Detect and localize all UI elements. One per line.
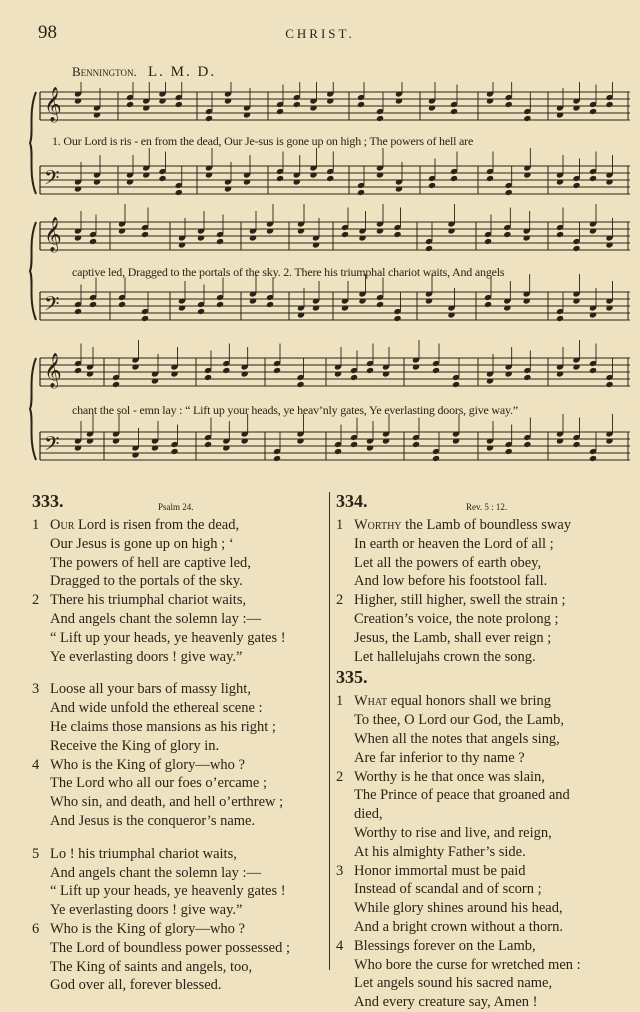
line-text: Who is the King of glory—who ? xyxy=(50,920,245,937)
verse xyxy=(336,937,636,1012)
line-text: The Lord who all our foes o’ercame ; xyxy=(50,775,268,792)
verse-line xyxy=(32,864,324,883)
running-title: CHRIST. xyxy=(285,26,355,41)
verse xyxy=(32,516,324,591)
verse-number: 3 xyxy=(32,681,40,698)
hymn-number: 334. xyxy=(336,491,368,511)
first-word: Our xyxy=(50,517,75,533)
line-text: Worthy to rise and live, and reign, xyxy=(354,824,552,841)
verse xyxy=(32,756,324,831)
verse-line xyxy=(336,749,636,768)
line-text: And Jesus is the conqueror’s name. xyxy=(50,812,256,829)
verse-line xyxy=(32,629,324,648)
lyric-line-1: 1. Our Lord is ris - en from the dead, Our Je-sus is gone up on high ; The powers of hell are xyxy=(52,134,474,148)
verse-line xyxy=(336,843,636,862)
line-text: equal honors shall we bring xyxy=(387,693,552,710)
verse-line xyxy=(32,958,324,977)
verse-line xyxy=(32,882,324,901)
line-text: Let angels sound his sacred name, xyxy=(354,975,553,992)
svg-text:𝄢: 𝄢 xyxy=(44,292,60,320)
hymn-number: 335. xyxy=(336,667,368,688)
lyric-line-2: captive led, Dragged to the portals of the sky. 2. There his triumphal chariot waits, And angels xyxy=(72,265,505,279)
line-text: And wide unfold the ethereal scene : xyxy=(50,700,263,717)
verse xyxy=(32,680,324,755)
line-text: And every creature say, Amen ! xyxy=(354,994,538,1011)
verse-number: 6 xyxy=(32,920,40,937)
verse-line xyxy=(32,939,324,958)
verse-line xyxy=(32,699,324,718)
verse-line xyxy=(336,974,636,993)
line-text: He claims those mansions as his right ; xyxy=(50,718,276,735)
verse-line xyxy=(336,711,636,730)
verse-line xyxy=(32,591,324,610)
verse-line xyxy=(336,554,636,573)
line-text: Lo ! his triumphal chariot waits, xyxy=(50,845,237,862)
line-text: Who bore the curse for wretched men : xyxy=(354,956,581,973)
line-text: Who is the King of glory—who ? xyxy=(50,756,245,773)
line-text: Lord is risen from the dead, xyxy=(74,517,240,533)
verse-line xyxy=(336,516,636,535)
verse xyxy=(336,591,636,666)
verse-line xyxy=(32,737,324,756)
line-text: To thee, O Lord our God, the Lamb, xyxy=(354,712,564,729)
line-text: When all the notes that angels sing, xyxy=(354,730,560,747)
tune-name: Bennington. xyxy=(72,64,137,79)
verse-number: 2 xyxy=(336,768,344,785)
verse-line xyxy=(336,993,636,1012)
hymn-number: 333. xyxy=(32,491,64,511)
tune-meter: L. M. D. xyxy=(148,64,217,80)
verse-line xyxy=(336,730,636,749)
verse xyxy=(336,692,636,767)
verse-number: 3 xyxy=(336,862,344,879)
svg-text:𝄢: 𝄢 xyxy=(44,166,60,194)
verse-line xyxy=(32,845,324,864)
scripture-reference: Rev. 5 : 12. xyxy=(466,502,508,512)
hymn-333 xyxy=(32,491,324,995)
verse-line xyxy=(32,648,324,667)
verse-line xyxy=(336,824,636,843)
verse-line xyxy=(336,768,636,787)
line-text: Creation’s voice, the note prolong ; xyxy=(354,610,559,627)
verse-line xyxy=(336,591,636,610)
verse-line xyxy=(336,862,636,881)
verse xyxy=(336,516,636,591)
verse-number: 2 xyxy=(336,592,344,609)
verse-line xyxy=(336,535,636,554)
line-text: And angels chant the solemn lay :— xyxy=(50,610,262,627)
verse xyxy=(32,591,324,666)
verse-line xyxy=(336,937,636,956)
verse-number: 5 xyxy=(32,845,40,862)
lyric-line-3: chant the sol - emn lay : “ Lift up your heads, ye heav’nly gates, Ye everlasting doors, give way.” xyxy=(72,403,518,417)
verse-line xyxy=(336,610,636,629)
line-text: “ Lift up your heads, ye heavenly gates ! xyxy=(50,883,286,900)
verse-number: 1 xyxy=(336,693,344,710)
verse-number: 1 xyxy=(32,517,40,533)
verse-line xyxy=(32,610,324,629)
line-text: While glory shines around his head, xyxy=(354,900,563,917)
line-text: died, xyxy=(354,806,383,823)
verse-line xyxy=(336,572,636,591)
first-word: Worthy xyxy=(354,517,402,533)
verse xyxy=(32,920,324,995)
line-text: And a bright crown without a thorn. xyxy=(354,918,564,935)
verse-number: 4 xyxy=(32,756,40,773)
page-header xyxy=(0,22,640,48)
verse-line xyxy=(32,774,324,793)
first-word: What xyxy=(354,693,388,710)
verse xyxy=(336,768,636,862)
verse-line xyxy=(336,956,636,975)
svg-text:𝄞: 𝄞 xyxy=(44,87,62,122)
line-text: God over all, forever blessed. xyxy=(50,977,222,994)
verse-line xyxy=(336,899,636,918)
verse-line xyxy=(336,880,636,899)
line-text: the Lamb of boundless sway xyxy=(401,517,572,533)
line-text: Dragged to the portals of the sky. xyxy=(50,573,243,590)
line-text: Worthy is he that once was slain, xyxy=(354,768,545,785)
verse-line xyxy=(32,901,324,920)
verse-number: 1 xyxy=(336,517,344,533)
verse-line xyxy=(32,793,324,812)
line-text: Ye everlasting doors ! give way.” xyxy=(50,648,243,665)
line-text: “ Lift up your heads, ye heavenly gates ! xyxy=(50,629,286,646)
line-text: The powers of hell are captive led, xyxy=(50,554,251,571)
line-text: Jesus, the Lamb, shall ever reign ; xyxy=(354,629,552,646)
svg-text:𝄞: 𝄞 xyxy=(44,353,62,388)
line-text: The Prince of peace that groaned and xyxy=(354,787,570,804)
verse-line xyxy=(336,918,636,937)
verse-number: 4 xyxy=(336,937,344,954)
line-text: And angels chant the solemn lay :— xyxy=(50,864,262,881)
verse-line xyxy=(336,786,636,805)
line-text: In earth or heaven the Lord of all ; xyxy=(354,535,554,552)
verse xyxy=(336,862,636,937)
verse-line xyxy=(32,516,324,535)
line-text: Are far inferior to thy name ? xyxy=(354,749,525,766)
line-text: Instead of scandal and of scorn ; xyxy=(354,881,542,898)
verse-line xyxy=(32,756,324,775)
line-text: Honor immortal must be paid xyxy=(354,862,526,879)
line-text: Receive the King of glory in. xyxy=(50,737,220,754)
verse-line xyxy=(336,648,636,667)
verse-line xyxy=(32,554,324,573)
line-text: And low before his footstool fall. xyxy=(354,573,548,590)
verse-line xyxy=(32,572,324,591)
line-text: Ye everlasting doors ! give way.” xyxy=(50,902,243,919)
verse xyxy=(32,845,324,920)
line-text: Blessings forever on the Lamb, xyxy=(354,937,536,954)
hymns-334-335 xyxy=(336,491,636,1012)
verse-line xyxy=(336,629,636,648)
verse-number: 2 xyxy=(32,592,40,609)
page-number: 98 xyxy=(38,22,57,43)
column-divider xyxy=(329,492,330,970)
line-text: Let all the powers of earth obey, xyxy=(354,554,542,571)
verse-line xyxy=(336,692,636,711)
svg-text:𝄞: 𝄞 xyxy=(44,217,62,252)
scripture-reference: Psalm 24. xyxy=(158,502,194,512)
line-text: Loose all your bars of massy light, xyxy=(50,681,251,698)
verse-line xyxy=(336,805,636,824)
line-text: The King of saints and angels, too, xyxy=(50,958,253,975)
line-text: Higher, still higher, swell the strain ; xyxy=(354,592,566,609)
verse-line xyxy=(32,718,324,737)
line-text: The Lord of boundless power possessed ; xyxy=(50,939,291,956)
tune-heading xyxy=(72,64,216,81)
line-text: Who sin, and death, and hell o’erthrew ; xyxy=(50,794,284,811)
svg-text:𝄢: 𝄢 xyxy=(44,432,60,460)
verse-line xyxy=(32,535,324,554)
line-text: Our Jesus is gone up on high ; ‘ xyxy=(50,535,234,552)
line-text: There his triumphal chariot waits, xyxy=(50,592,247,609)
verse-line xyxy=(32,680,324,699)
verse-line xyxy=(32,812,324,831)
line-text: At his almighty Father’s side. xyxy=(354,843,526,860)
verse-line xyxy=(32,976,324,995)
verse-line xyxy=(32,920,324,939)
line-text: Let hallelujahs crown the song. xyxy=(354,648,536,665)
